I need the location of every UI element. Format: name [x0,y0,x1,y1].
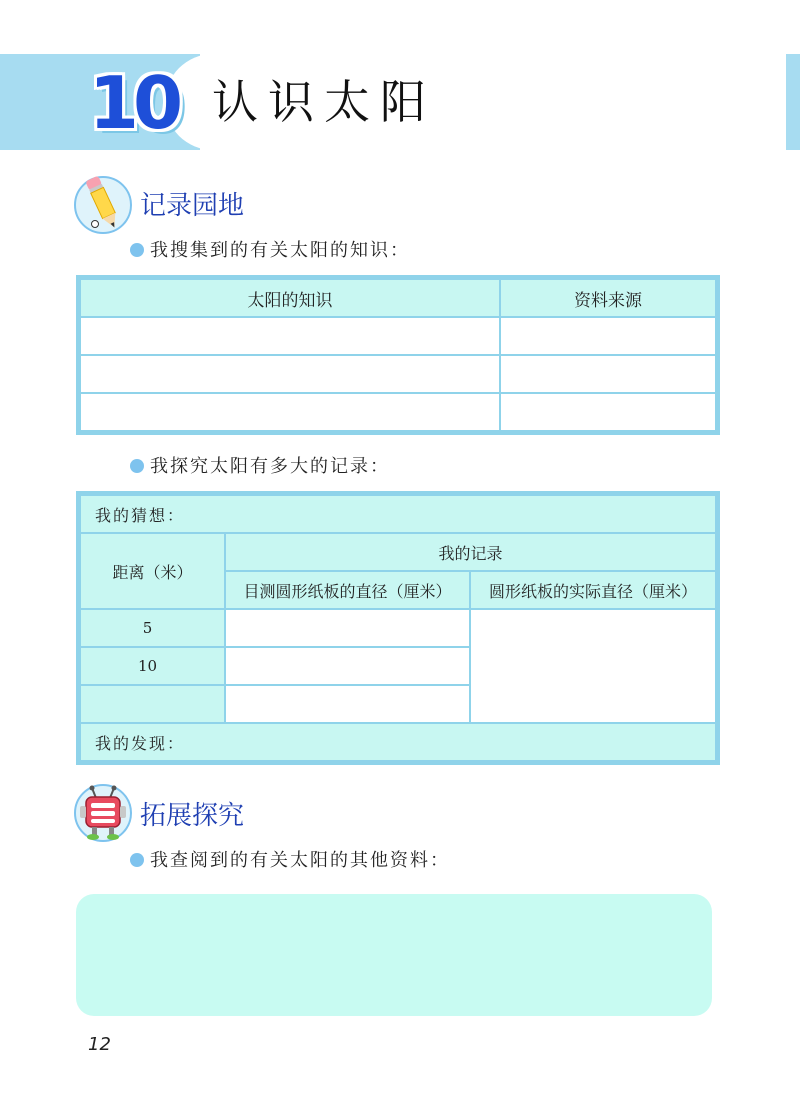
distance-cell: 10 [80,647,225,685]
estimated-diameter-header: 目测圆形纸板的直径（厘米） [225,571,470,609]
explore-prompt-text: 我探究太阳有多大的记录： [150,456,390,477]
lesson-title: 认识太阳 [212,75,436,129]
distance-header: 距离（米） [80,533,225,609]
knowledge-table [76,275,720,435]
source-header: 资料来源 [500,279,716,317]
record-header: 我的记录 [225,533,716,571]
estimated-cell[interactable] [225,685,470,723]
extend-prompt-text: 我查阅到的有关太阳的其他资料： [150,850,450,871]
page-number: 12 [88,1034,111,1055]
pencil-icon [72,172,134,234]
knowledge-cell[interactable] [80,393,500,431]
knowledge-cell[interactable] [80,355,500,393]
estimated-cell[interactable] [225,609,470,647]
source-cell[interactable] [500,317,716,355]
knowledge-cell[interactable] [80,317,500,355]
bullet-dot-icon [130,243,144,257]
estimated-cell[interactable] [225,647,470,685]
other-info-box[interactable] [76,894,712,1016]
table-row [80,609,716,647]
lesson-number: 10 [88,61,178,145]
source-cell[interactable] [500,355,716,393]
robot-icon [72,782,134,844]
extend-prompt [130,848,450,874]
explore-table [76,491,720,765]
record-section-title: 记录园地 [140,191,245,221]
record-section-header [72,172,134,238]
source-cell[interactable] [500,393,716,431]
knowledge-header: 太阳的知识 [80,279,500,317]
knowledge-prompt-text: 我搜集到的有关太阳的知识： [150,240,410,261]
bullet-dot-icon [130,853,144,867]
explore-prompt [130,454,390,480]
guess-row[interactable]: 我的猜想： [80,495,716,533]
distance-cell[interactable] [80,685,225,723]
actual-diameter-header: 圆形纸板的实际直径（厘米） [470,571,716,609]
extend-section-title: 拓展探究 [140,801,245,831]
actual-cell[interactable] [470,609,716,723]
distance-cell: 5 [80,609,225,647]
table-row [80,355,716,393]
header-band-right [786,54,800,150]
extend-section-header [72,782,134,848]
bullet-dot-icon [130,459,144,473]
table-row [80,317,716,355]
finding-row[interactable]: 我的发现： [80,723,716,761]
knowledge-prompt [130,238,410,264]
table-row [80,393,716,431]
